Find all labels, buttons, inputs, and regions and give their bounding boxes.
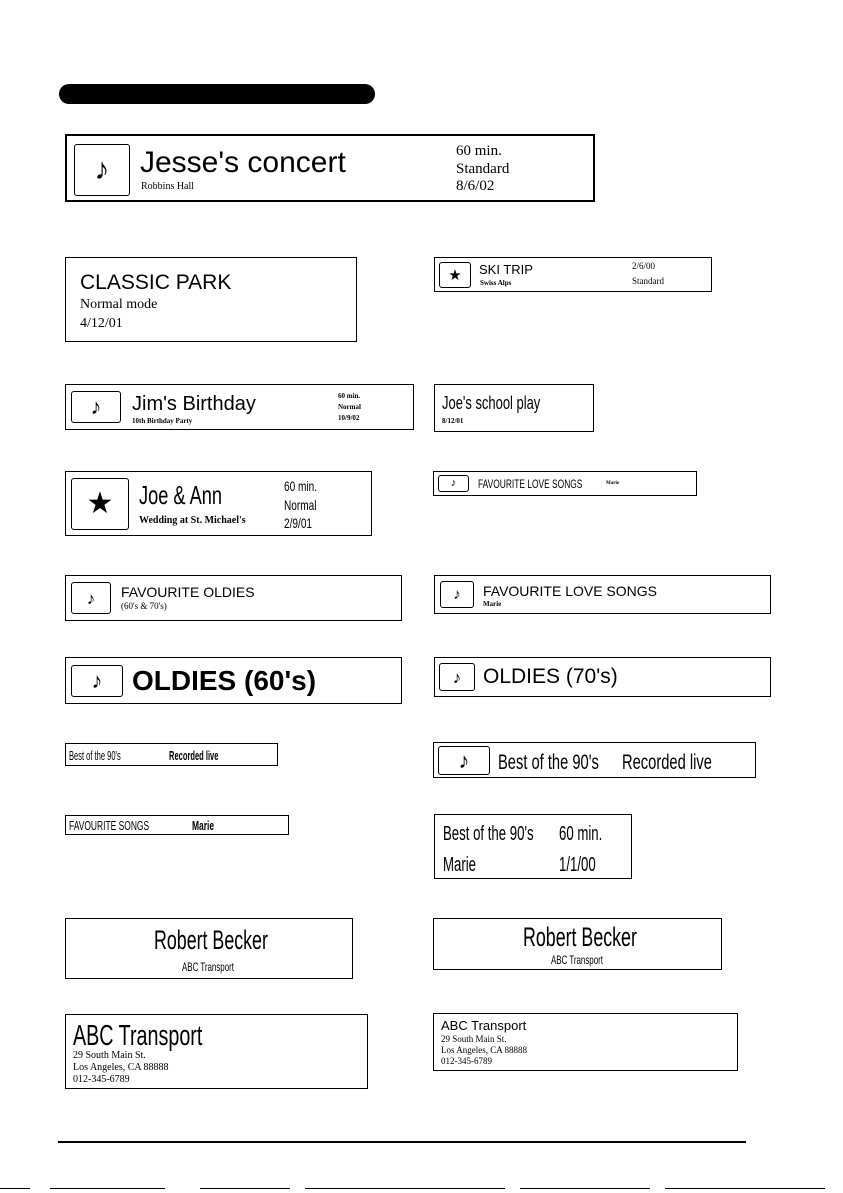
label-jesses-concert (65, 134, 595, 202)
label-title: OLDIES (60's) (132, 665, 317, 696)
label-title: Best of the 90's (69, 748, 121, 763)
label-joes-school-play (434, 384, 594, 432)
music-note-icon: ♪ (438, 475, 469, 492)
label-title: OLDIES (70's) (483, 665, 618, 688)
label-title: Joe & Ann (139, 480, 222, 510)
label-date: 8/12/01 (442, 417, 464, 425)
label-best-of-90s-small (65, 743, 278, 766)
label-classic-park (65, 257, 357, 342)
label-abc-transport-left (65, 1014, 368, 1089)
section-header-bar (59, 84, 375, 104)
label-title: ABC Transport (73, 1020, 203, 1052)
label-subtitle: Marie (606, 481, 620, 486)
star-icon: ★ (71, 478, 129, 530)
music-note-icon: ♪ (439, 663, 475, 691)
label-subtitle: Marie (483, 600, 502, 608)
label-subtitle: Recorded live (169, 748, 219, 763)
label-mode: Standard (456, 161, 510, 177)
label-jims-birthday (65, 384, 414, 430)
label-date: 8/6/02 (456, 178, 495, 194)
label-address-line1: 29 South Main St. (441, 1034, 507, 1044)
label-title: Robert Becker (523, 922, 637, 952)
label-date: 4/12/01 (80, 316, 123, 331)
music-note-icon: ♪ (74, 144, 130, 196)
label-title: Jesse's concert (140, 146, 346, 179)
label-length: 60 min. (559, 823, 603, 845)
label-title: FAVOURITE LOVE SONGS (478, 477, 583, 491)
label-title: CLASSIC PARK (80, 271, 232, 294)
label-length: 60 min. (456, 143, 502, 159)
label-date: 2/9/01 (284, 515, 313, 531)
label-subtitle: Recorded live (622, 751, 712, 774)
label-title: FAVOURITE SONGS (69, 818, 150, 833)
label-date: 1/1/00 (559, 854, 596, 876)
label-subtitle: ABC Transport (551, 953, 603, 967)
label-favourite-songs (65, 815, 289, 835)
label-title: Robert Becker (154, 925, 268, 955)
label-subtitle: Wedding at St. Michael's (139, 515, 246, 526)
label-title: FAVOURITE LOVE SONGS (483, 583, 658, 599)
label-oldies-60s (65, 657, 402, 704)
footer-dash (0, 1188, 30, 1189)
label-address-line1: 29 South Main St. (73, 1050, 146, 1061)
star-icon: ★ (439, 262, 471, 288)
label-title: Best of the 90's (443, 823, 534, 845)
label-abc-transport-right (433, 1013, 738, 1071)
label-title: Best of the 90's (498, 751, 599, 774)
label-mode: Normal (284, 497, 317, 513)
music-note-icon: ♪ (71, 391, 121, 423)
label-length: 60 min. (338, 392, 361, 400)
label-address-line2: Los Angeles, CA 88888 (441, 1045, 528, 1055)
label-mode: Normal mode (80, 297, 158, 312)
label-robert-becker-left (65, 918, 353, 979)
label-favourite-love-songs-small (433, 471, 697, 496)
footer-rule (58, 1141, 746, 1143)
music-note-icon: ♪ (438, 746, 490, 775)
footer-dash (665, 1188, 825, 1189)
label-best-of-90s (433, 742, 756, 778)
label-name: Marie (443, 854, 477, 876)
label-date: 10/9/02 (338, 414, 360, 422)
footer-dash (50, 1188, 165, 1189)
label-subtitle: Swiss Alps (480, 279, 512, 287)
label-favourite-oldies (65, 575, 402, 621)
label-subtitle: Marie (192, 818, 215, 833)
label-subtitle: (60's & 70's) (121, 601, 167, 611)
label-favourite-love-songs (434, 575, 771, 614)
label-date: 2/6/00 (632, 261, 656, 271)
label-mode: Standard (632, 276, 664, 286)
label-subtitle: ABC Transport (182, 960, 234, 974)
music-note-icon: ♪ (71, 582, 111, 614)
footer-dash (305, 1188, 505, 1189)
music-note-icon: ♪ (440, 581, 474, 608)
label-phone: 012-345-6789 (441, 1056, 492, 1066)
label-robert-becker-right (433, 918, 722, 970)
footer-dash (200, 1188, 290, 1189)
label-address-line2: Los Angeles, CA 88888 (73, 1062, 169, 1073)
label-mode: Normal (338, 403, 361, 411)
label-subtitle: Robbins Hall (141, 181, 195, 192)
label-phone: 012-345-6789 (73, 1074, 130, 1085)
label-ski-trip (434, 257, 712, 292)
label-oldies-70s (434, 657, 771, 697)
label-subtitle: 10th Birthday Party (132, 417, 193, 425)
music-note-icon: ♪ (71, 665, 123, 697)
label-length: 60 min. (284, 478, 318, 494)
footer-dash (520, 1188, 650, 1189)
label-title: SKI TRIP (479, 262, 533, 277)
label-title: FAVOURITE OLDIES (121, 584, 255, 600)
label-title: ABC Transport (441, 1018, 527, 1033)
label-best-of-90s-marie (434, 814, 632, 879)
label-title: Jim's Birthday (132, 393, 256, 415)
label-title: Joe's school play (442, 393, 541, 413)
label-joe-and-ann (65, 471, 372, 536)
